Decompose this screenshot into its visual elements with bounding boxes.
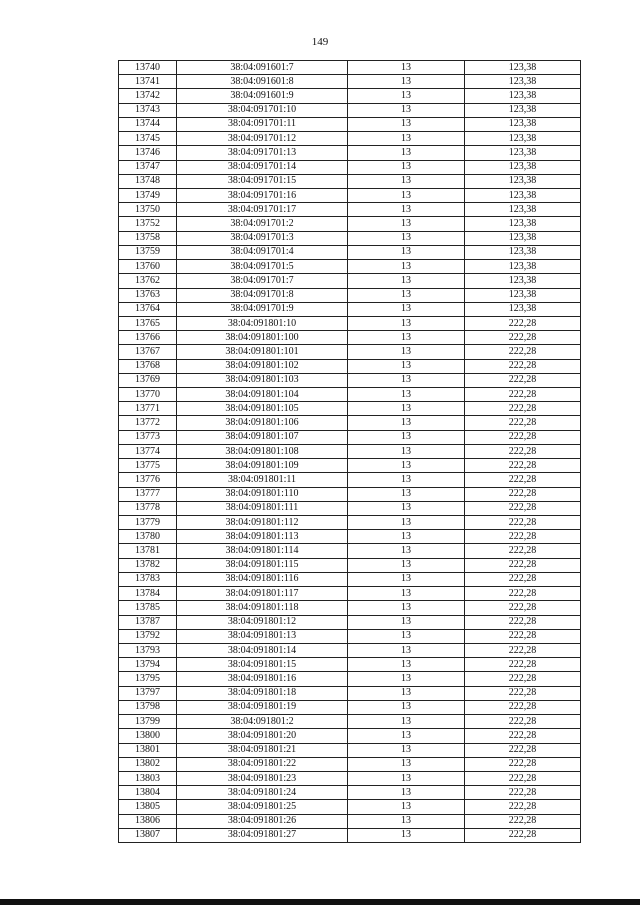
- record-number-cell: 13745: [119, 132, 177, 146]
- record-number-cell: 13802: [119, 757, 177, 771]
- value-cell: 222,28: [465, 544, 581, 558]
- table-row: [119, 288, 581, 302]
- table-row: [119, 132, 581, 146]
- table-row: [119, 103, 581, 117]
- value-cell: 123,38: [465, 75, 581, 89]
- value-cell: 123,38: [465, 302, 581, 316]
- page-number: 149: [311, 36, 329, 48]
- code-cell: 13: [348, 729, 465, 743]
- table-row: [119, 473, 581, 487]
- code-cell: 13: [348, 231, 465, 245]
- table-row: [119, 558, 581, 572]
- code-cell: 13: [348, 217, 465, 231]
- code-cell: 13: [348, 473, 465, 487]
- cadastral-number-cell: 38:04:091601:8: [177, 75, 348, 89]
- cadastral-number-cell: 38:04:091801:111: [177, 501, 348, 515]
- code-cell: 13: [348, 814, 465, 828]
- value-cell: 222,28: [465, 345, 581, 359]
- record-number-cell: 13781: [119, 544, 177, 558]
- value-cell: 222,28: [465, 572, 581, 586]
- value-cell: 123,38: [465, 274, 581, 288]
- table-row: [119, 331, 581, 345]
- table-row: [119, 743, 581, 757]
- record-number-cell: 13792: [119, 629, 177, 643]
- record-number-cell: 13771: [119, 402, 177, 416]
- code-cell: 13: [348, 203, 465, 217]
- record-number-cell: 13763: [119, 288, 177, 302]
- value-cell: 222,28: [465, 615, 581, 629]
- cadastral-number-cell: 38:04:091801:106: [177, 416, 348, 430]
- cadastral-number-cell: 38:04:091801:104: [177, 388, 348, 402]
- code-cell: 13: [348, 715, 465, 729]
- table-row: [119, 715, 581, 729]
- table-row: [119, 75, 581, 89]
- table-row: [119, 146, 581, 160]
- record-number-cell: 13807: [119, 828, 177, 842]
- value-cell: 222,28: [465, 814, 581, 828]
- value-cell: 123,38: [465, 203, 581, 217]
- record-number-cell: 13762: [119, 274, 177, 288]
- table-row: [119, 629, 581, 643]
- code-cell: 13: [348, 743, 465, 757]
- record-number-cell: 13773: [119, 430, 177, 444]
- code-cell: 13: [348, 771, 465, 785]
- code-cell: 13: [348, 587, 465, 601]
- record-number-cell: 13748: [119, 174, 177, 188]
- cadastral-number-cell: 38:04:091801:112: [177, 516, 348, 530]
- cadastral-number-cell: 38:04:091801:115: [177, 558, 348, 572]
- record-number-cell: 13777: [119, 487, 177, 501]
- code-cell: 13: [348, 345, 465, 359]
- code-cell: 13: [348, 274, 465, 288]
- cadastral-number-cell: 38:04:091801:114: [177, 544, 348, 558]
- record-number-cell: 13760: [119, 260, 177, 274]
- value-cell: 123,38: [465, 61, 581, 75]
- code-cell: 13: [348, 288, 465, 302]
- code-cell: 13: [348, 160, 465, 174]
- record-number-cell: 13769: [119, 373, 177, 387]
- table-row: [119, 402, 581, 416]
- value-cell: 123,38: [465, 146, 581, 160]
- code-cell: 13: [348, 188, 465, 202]
- table-row: [119, 160, 581, 174]
- table-row: [119, 302, 581, 316]
- table-row: [119, 572, 581, 586]
- record-number-cell: 13794: [119, 658, 177, 672]
- record-number-cell: 13746: [119, 146, 177, 160]
- table-row: [119, 188, 581, 202]
- record-number-cell: 13775: [119, 459, 177, 473]
- table-row: [119, 658, 581, 672]
- cadastral-number-cell: 38:04:091801:107: [177, 430, 348, 444]
- value-cell: 222,28: [465, 771, 581, 785]
- cadastral-number-cell: 38:04:091801:102: [177, 359, 348, 373]
- code-cell: 13: [348, 444, 465, 458]
- record-number-cell: 13804: [119, 786, 177, 800]
- table-row: [119, 89, 581, 103]
- record-number-cell: 13758: [119, 231, 177, 245]
- code-cell: 13: [348, 786, 465, 800]
- cadastral-number-cell: 38:04:091701:16: [177, 188, 348, 202]
- value-cell: 123,38: [465, 103, 581, 117]
- table-row: [119, 245, 581, 259]
- cadastral-number-cell: 38:04:091801:118: [177, 601, 348, 615]
- data-table-container: [118, 60, 581, 843]
- table-row: [119, 601, 581, 615]
- table-row: [119, 686, 581, 700]
- cadastral-number-cell: 38:04:091701:2: [177, 217, 348, 231]
- cadastral-number-cell: 38:04:091801:113: [177, 530, 348, 544]
- cadastral-number-cell: 38:04:091701:11: [177, 117, 348, 131]
- cadastral-number-cell: 38:04:091801:18: [177, 686, 348, 700]
- value-cell: 123,38: [465, 231, 581, 245]
- record-number-cell: 13765: [119, 316, 177, 330]
- cadastral-number-cell: 38:04:091801:19: [177, 700, 348, 714]
- record-number-cell: 13803: [119, 771, 177, 785]
- cadastral-number-cell: 38:04:091701:8: [177, 288, 348, 302]
- cadastral-number-cell: 38:04:091801:2: [177, 715, 348, 729]
- record-number-cell: 13787: [119, 615, 177, 629]
- record-number-cell: 13798: [119, 700, 177, 714]
- value-cell: 222,28: [465, 757, 581, 771]
- table-row: [119, 516, 581, 530]
- value-cell: 222,28: [465, 643, 581, 657]
- cadastral-number-cell: 38:04:091601:7: [177, 61, 348, 75]
- code-cell: 13: [348, 359, 465, 373]
- table-row: [119, 174, 581, 188]
- value-cell: 222,28: [465, 459, 581, 473]
- table-row: [119, 729, 581, 743]
- cadastral-number-cell: 38:04:091801:24: [177, 786, 348, 800]
- table-row: [119, 828, 581, 842]
- code-cell: 13: [348, 89, 465, 103]
- value-cell: 222,28: [465, 516, 581, 530]
- code-cell: 13: [348, 316, 465, 330]
- value-cell: 222,28: [465, 587, 581, 601]
- value-cell: 222,28: [465, 530, 581, 544]
- record-number-cell: 13779: [119, 516, 177, 530]
- value-cell: 222,28: [465, 672, 581, 686]
- record-number-cell: 13780: [119, 530, 177, 544]
- table-row: [119, 345, 581, 359]
- cadastral-number-cell: 38:04:091801:100: [177, 331, 348, 345]
- record-number-cell: 13782: [119, 558, 177, 572]
- table-row: [119, 203, 581, 217]
- table-row: [119, 530, 581, 544]
- cadastral-number-cell: 38:04:091801:108: [177, 444, 348, 458]
- cadastral-number-cell: 38:04:091801:109: [177, 459, 348, 473]
- table-row: [119, 274, 581, 288]
- record-number-cell: 13793: [119, 643, 177, 657]
- cadastral-number-cell: 38:04:091601:9: [177, 89, 348, 103]
- data-table: [118, 60, 581, 843]
- record-number-cell: 13797: [119, 686, 177, 700]
- value-cell: 222,28: [465, 800, 581, 814]
- value-cell: 222,28: [465, 601, 581, 615]
- value-cell: 123,38: [465, 117, 581, 131]
- code-cell: 13: [348, 331, 465, 345]
- table-row: [119, 757, 581, 771]
- code-cell: 13: [348, 61, 465, 75]
- record-number-cell: 13752: [119, 217, 177, 231]
- table-row: [119, 814, 581, 828]
- code-cell: 13: [348, 544, 465, 558]
- code-cell: 13: [348, 373, 465, 387]
- code-cell: 13: [348, 388, 465, 402]
- value-cell: 123,38: [465, 217, 581, 231]
- table-row: [119, 231, 581, 245]
- record-number-cell: 13742: [119, 89, 177, 103]
- record-number-cell: 13776: [119, 473, 177, 487]
- code-cell: 13: [348, 700, 465, 714]
- value-cell: 123,38: [465, 288, 581, 302]
- value-cell: 222,28: [465, 473, 581, 487]
- code-cell: 13: [348, 402, 465, 416]
- value-cell: 222,28: [465, 416, 581, 430]
- value-cell: 222,28: [465, 558, 581, 572]
- value-cell: 123,38: [465, 89, 581, 103]
- code-cell: 13: [348, 245, 465, 259]
- code-cell: 13: [348, 146, 465, 160]
- cadastral-number-cell: 38:04:091801:12: [177, 615, 348, 629]
- code-cell: 13: [348, 601, 465, 615]
- record-number-cell: 13743: [119, 103, 177, 117]
- value-cell: 222,28: [465, 729, 581, 743]
- cadastral-number-cell: 38:04:091701:15: [177, 174, 348, 188]
- value-cell: 222,28: [465, 316, 581, 330]
- record-number-cell: 13744: [119, 117, 177, 131]
- record-number-cell: 13750: [119, 203, 177, 217]
- cadastral-number-cell: 38:04:091801:103: [177, 373, 348, 387]
- record-number-cell: 13767: [119, 345, 177, 359]
- code-cell: 13: [348, 828, 465, 842]
- cadastral-number-cell: 38:04:091701:9: [177, 302, 348, 316]
- table-row: [119, 444, 581, 458]
- table-row: [119, 388, 581, 402]
- value-cell: 123,38: [465, 160, 581, 174]
- code-cell: 13: [348, 530, 465, 544]
- value-cell: 123,38: [465, 260, 581, 274]
- record-number-cell: 13741: [119, 75, 177, 89]
- cadastral-number-cell: 38:04:091801:16: [177, 672, 348, 686]
- record-number-cell: 13785: [119, 601, 177, 615]
- table-row: [119, 373, 581, 387]
- record-number-cell: 13805: [119, 800, 177, 814]
- table-row: [119, 643, 581, 657]
- code-cell: 13: [348, 132, 465, 146]
- code-cell: 13: [348, 302, 465, 316]
- record-number-cell: 13747: [119, 160, 177, 174]
- record-number-cell: 13806: [119, 814, 177, 828]
- cadastral-number-cell: 38:04:091801:27: [177, 828, 348, 842]
- code-cell: 13: [348, 672, 465, 686]
- cadastral-number-cell: 38:04:091801:23: [177, 771, 348, 785]
- code-cell: 13: [348, 103, 465, 117]
- value-cell: 222,28: [465, 700, 581, 714]
- code-cell: 13: [348, 757, 465, 771]
- code-cell: 13: [348, 643, 465, 657]
- value-cell: 222,28: [465, 331, 581, 345]
- table-row: [119, 217, 581, 231]
- cadastral-number-cell: 38:04:091801:15: [177, 658, 348, 672]
- value-cell: 222,28: [465, 430, 581, 444]
- value-cell: 222,28: [465, 402, 581, 416]
- cadastral-number-cell: 38:04:091801:117: [177, 587, 348, 601]
- value-cell: 123,38: [465, 132, 581, 146]
- record-number-cell: 13778: [119, 501, 177, 515]
- code-cell: 13: [348, 501, 465, 515]
- value-cell: 222,28: [465, 686, 581, 700]
- cadastral-number-cell: 38:04:091701:7: [177, 274, 348, 288]
- cadastral-number-cell: 38:04:091801:10: [177, 316, 348, 330]
- record-number-cell: 13759: [119, 245, 177, 259]
- code-cell: 13: [348, 615, 465, 629]
- table-row: [119, 615, 581, 629]
- table-row: [119, 459, 581, 473]
- record-number-cell: 13768: [119, 359, 177, 373]
- record-number-cell: 13801: [119, 743, 177, 757]
- value-cell: 222,28: [465, 359, 581, 373]
- code-cell: 13: [348, 629, 465, 643]
- table-row: [119, 316, 581, 330]
- cadastral-number-cell: 38:04:091801:13: [177, 629, 348, 643]
- cadastral-number-cell: 38:04:091801:14: [177, 643, 348, 657]
- code-cell: 13: [348, 416, 465, 430]
- value-cell: 222,28: [465, 388, 581, 402]
- value-cell: 222,28: [465, 786, 581, 800]
- cadastral-number-cell: 38:04:091701:5: [177, 260, 348, 274]
- value-cell: 222,28: [465, 658, 581, 672]
- cadastral-number-cell: 38:04:091701:4: [177, 245, 348, 259]
- table-row: [119, 416, 581, 430]
- value-cell: 222,28: [465, 629, 581, 643]
- record-number-cell: 13799: [119, 715, 177, 729]
- code-cell: 13: [348, 800, 465, 814]
- record-number-cell: 13783: [119, 572, 177, 586]
- table-row: [119, 672, 581, 686]
- value-cell: 222,28: [465, 444, 581, 458]
- value-cell: 123,38: [465, 245, 581, 259]
- table-row: [119, 800, 581, 814]
- value-cell: 222,28: [465, 487, 581, 501]
- cadastral-number-cell: 38:04:091801:25: [177, 800, 348, 814]
- value-cell: 222,28: [465, 828, 581, 842]
- code-cell: 13: [348, 516, 465, 530]
- table-row: [119, 260, 581, 274]
- value-cell: 222,28: [465, 373, 581, 387]
- code-cell: 13: [348, 174, 465, 188]
- cadastral-number-cell: 38:04:091801:20: [177, 729, 348, 743]
- code-cell: 13: [348, 260, 465, 274]
- cadastral-number-cell: 38:04:091701:17: [177, 203, 348, 217]
- table-row: [119, 487, 581, 501]
- table-row: [119, 359, 581, 373]
- value-cell: 222,28: [465, 501, 581, 515]
- cadastral-number-cell: 38:04:091801:101: [177, 345, 348, 359]
- table-row: [119, 786, 581, 800]
- record-number-cell: 13774: [119, 444, 177, 458]
- code-cell: 13: [348, 487, 465, 501]
- code-cell: 13: [348, 572, 465, 586]
- value-cell: 222,28: [465, 743, 581, 757]
- cadastral-number-cell: 38:04:091801:105: [177, 402, 348, 416]
- cadastral-number-cell: 38:04:091801:22: [177, 757, 348, 771]
- table-row: [119, 700, 581, 714]
- cadastral-number-cell: 38:04:091801:110: [177, 487, 348, 501]
- record-number-cell: 13770: [119, 388, 177, 402]
- record-number-cell: 13764: [119, 302, 177, 316]
- code-cell: 13: [348, 558, 465, 572]
- table-body: [119, 61, 581, 843]
- code-cell: 13: [348, 459, 465, 473]
- record-number-cell: 13766: [119, 331, 177, 345]
- table-row: [119, 430, 581, 444]
- code-cell: 13: [348, 658, 465, 672]
- table-row: [119, 501, 581, 515]
- cadastral-number-cell: 38:04:091801:11: [177, 473, 348, 487]
- record-number-cell: 13740: [119, 61, 177, 75]
- record-number-cell: 13795: [119, 672, 177, 686]
- code-cell: 13: [348, 117, 465, 131]
- table-row: [119, 771, 581, 785]
- cadastral-number-cell: 38:04:091701:13: [177, 146, 348, 160]
- record-number-cell: 13800: [119, 729, 177, 743]
- code-cell: 13: [348, 430, 465, 444]
- value-cell: 123,38: [465, 174, 581, 188]
- record-number-cell: 13784: [119, 587, 177, 601]
- cadastral-number-cell: 38:04:091801:26: [177, 814, 348, 828]
- value-cell: 123,38: [465, 188, 581, 202]
- value-cell: 222,28: [465, 715, 581, 729]
- code-cell: 13: [348, 686, 465, 700]
- table-row: [119, 61, 581, 75]
- cadastral-number-cell: 38:04:091701:12: [177, 132, 348, 146]
- cadastral-number-cell: 38:04:091801:21: [177, 743, 348, 757]
- table-row: [119, 117, 581, 131]
- cadastral-number-cell: 38:04:091701:14: [177, 160, 348, 174]
- table-row: [119, 544, 581, 558]
- record-number-cell: 13749: [119, 188, 177, 202]
- record-number-cell: 13772: [119, 416, 177, 430]
- bottom-edge-rule: [0, 899, 640, 905]
- code-cell: 13: [348, 75, 465, 89]
- table-row: [119, 587, 581, 601]
- cadastral-number-cell: 38:04:091701:3: [177, 231, 348, 245]
- cadastral-number-cell: 38:04:091701:10: [177, 103, 348, 117]
- cadastral-number-cell: 38:04:091801:116: [177, 572, 348, 586]
